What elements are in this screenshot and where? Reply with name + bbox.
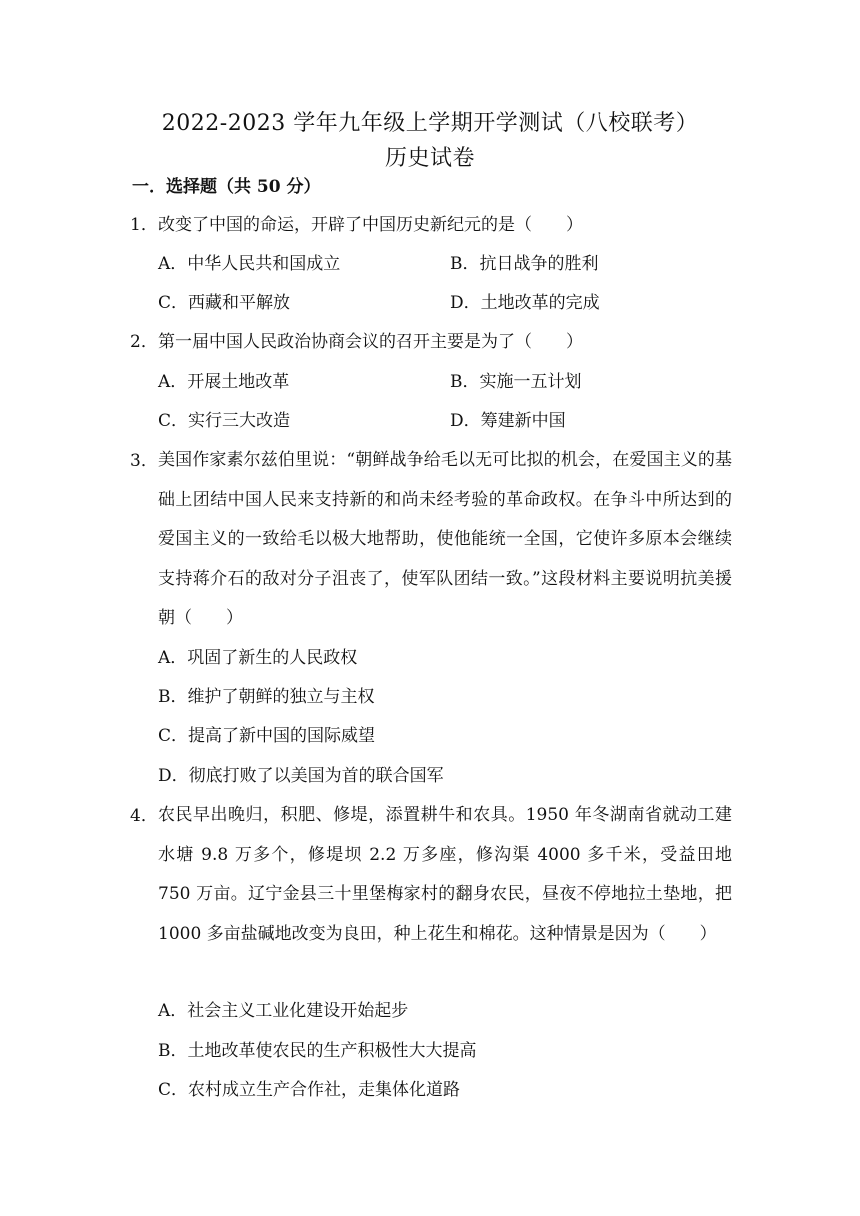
option-c: C．西藏和平解放: [158, 293, 291, 313]
question-number: 4．: [130, 806, 158, 826]
option-b: B．抗日战争的胜利: [450, 254, 599, 274]
exam-subject-title: 历史试卷: [384, 146, 475, 171]
section-heading: 一．选择题（共 50 分）: [132, 177, 321, 197]
option-c: C．实行三大改造: [158, 411, 291, 431]
exam-title: 2022-2023 学年九年级上学期开学测试（八校联考）: [161, 111, 699, 136]
option-a: A．巩固了新生的人民政权: [158, 648, 358, 668]
option-d: D．彻底打败了以美国为首的联合国军: [158, 766, 444, 786]
question-text: 美国作家素尔兹伯里说：“朝鲜战争给毛以无可比拟的机会，在爱国主义的基础上团结中国人民来支持新的和尚未经考验的革命政权。在争斗中所达到的爱国主义的一致给毛以极大地帮助，使他能统一全国，它使许多原本会继续支持蒋介石的敌对分子沮丧了，使军队团结一致。”这段材料主要说明抗美援朝（ ）: [158, 450, 732, 628]
option-b: B．土地改革使农民的生产积极性大大提高: [158, 1041, 477, 1061]
option-a: A．开展土地改革: [158, 372, 290, 392]
question-text: 第一届中国人民政治协商会议的召开主要是为了（ ）: [158, 332, 583, 352]
option-d: D．土地改革的完成: [450, 293, 600, 313]
question-number: 3．: [130, 451, 158, 471]
option-a: A．中华人民共和国成立: [158, 254, 341, 274]
question-number: 1．: [130, 215, 158, 235]
option-c: C．提高了新中国的国际威望: [158, 726, 376, 746]
option-d: D．筹建新中国: [450, 411, 566, 431]
option-c: C．农村成立生产合作社，走集体化道路: [158, 1080, 461, 1100]
option-a: A．社会主义工业化建设开始起步: [158, 1001, 409, 1021]
question-number: 2．: [130, 332, 158, 352]
question-text: 农民早出晚归，积肥、修堤，添置耕牛和农具。1950 年冬湖南省就动工建水塘 9.8 万多个，修堤坝 2.2 万多座，修沟渠 4000 多千米，受益田地 750 万亩。辽宁金县三十里堡梅家村的翻身农民，昼夜不停地拉土垫地，把 1000 多亩盐碱地改变为良田，种上花生和棉花。这种情景是因为（ ）: [158, 805, 732, 944]
question-text: 改变了中国的命运，开辟了中国历史新纪元的是（ ）: [158, 215, 583, 235]
option-b: B．维护了朝鲜的独立与主权: [158, 687, 375, 707]
option-b: B．实施一五计划: [450, 372, 582, 392]
